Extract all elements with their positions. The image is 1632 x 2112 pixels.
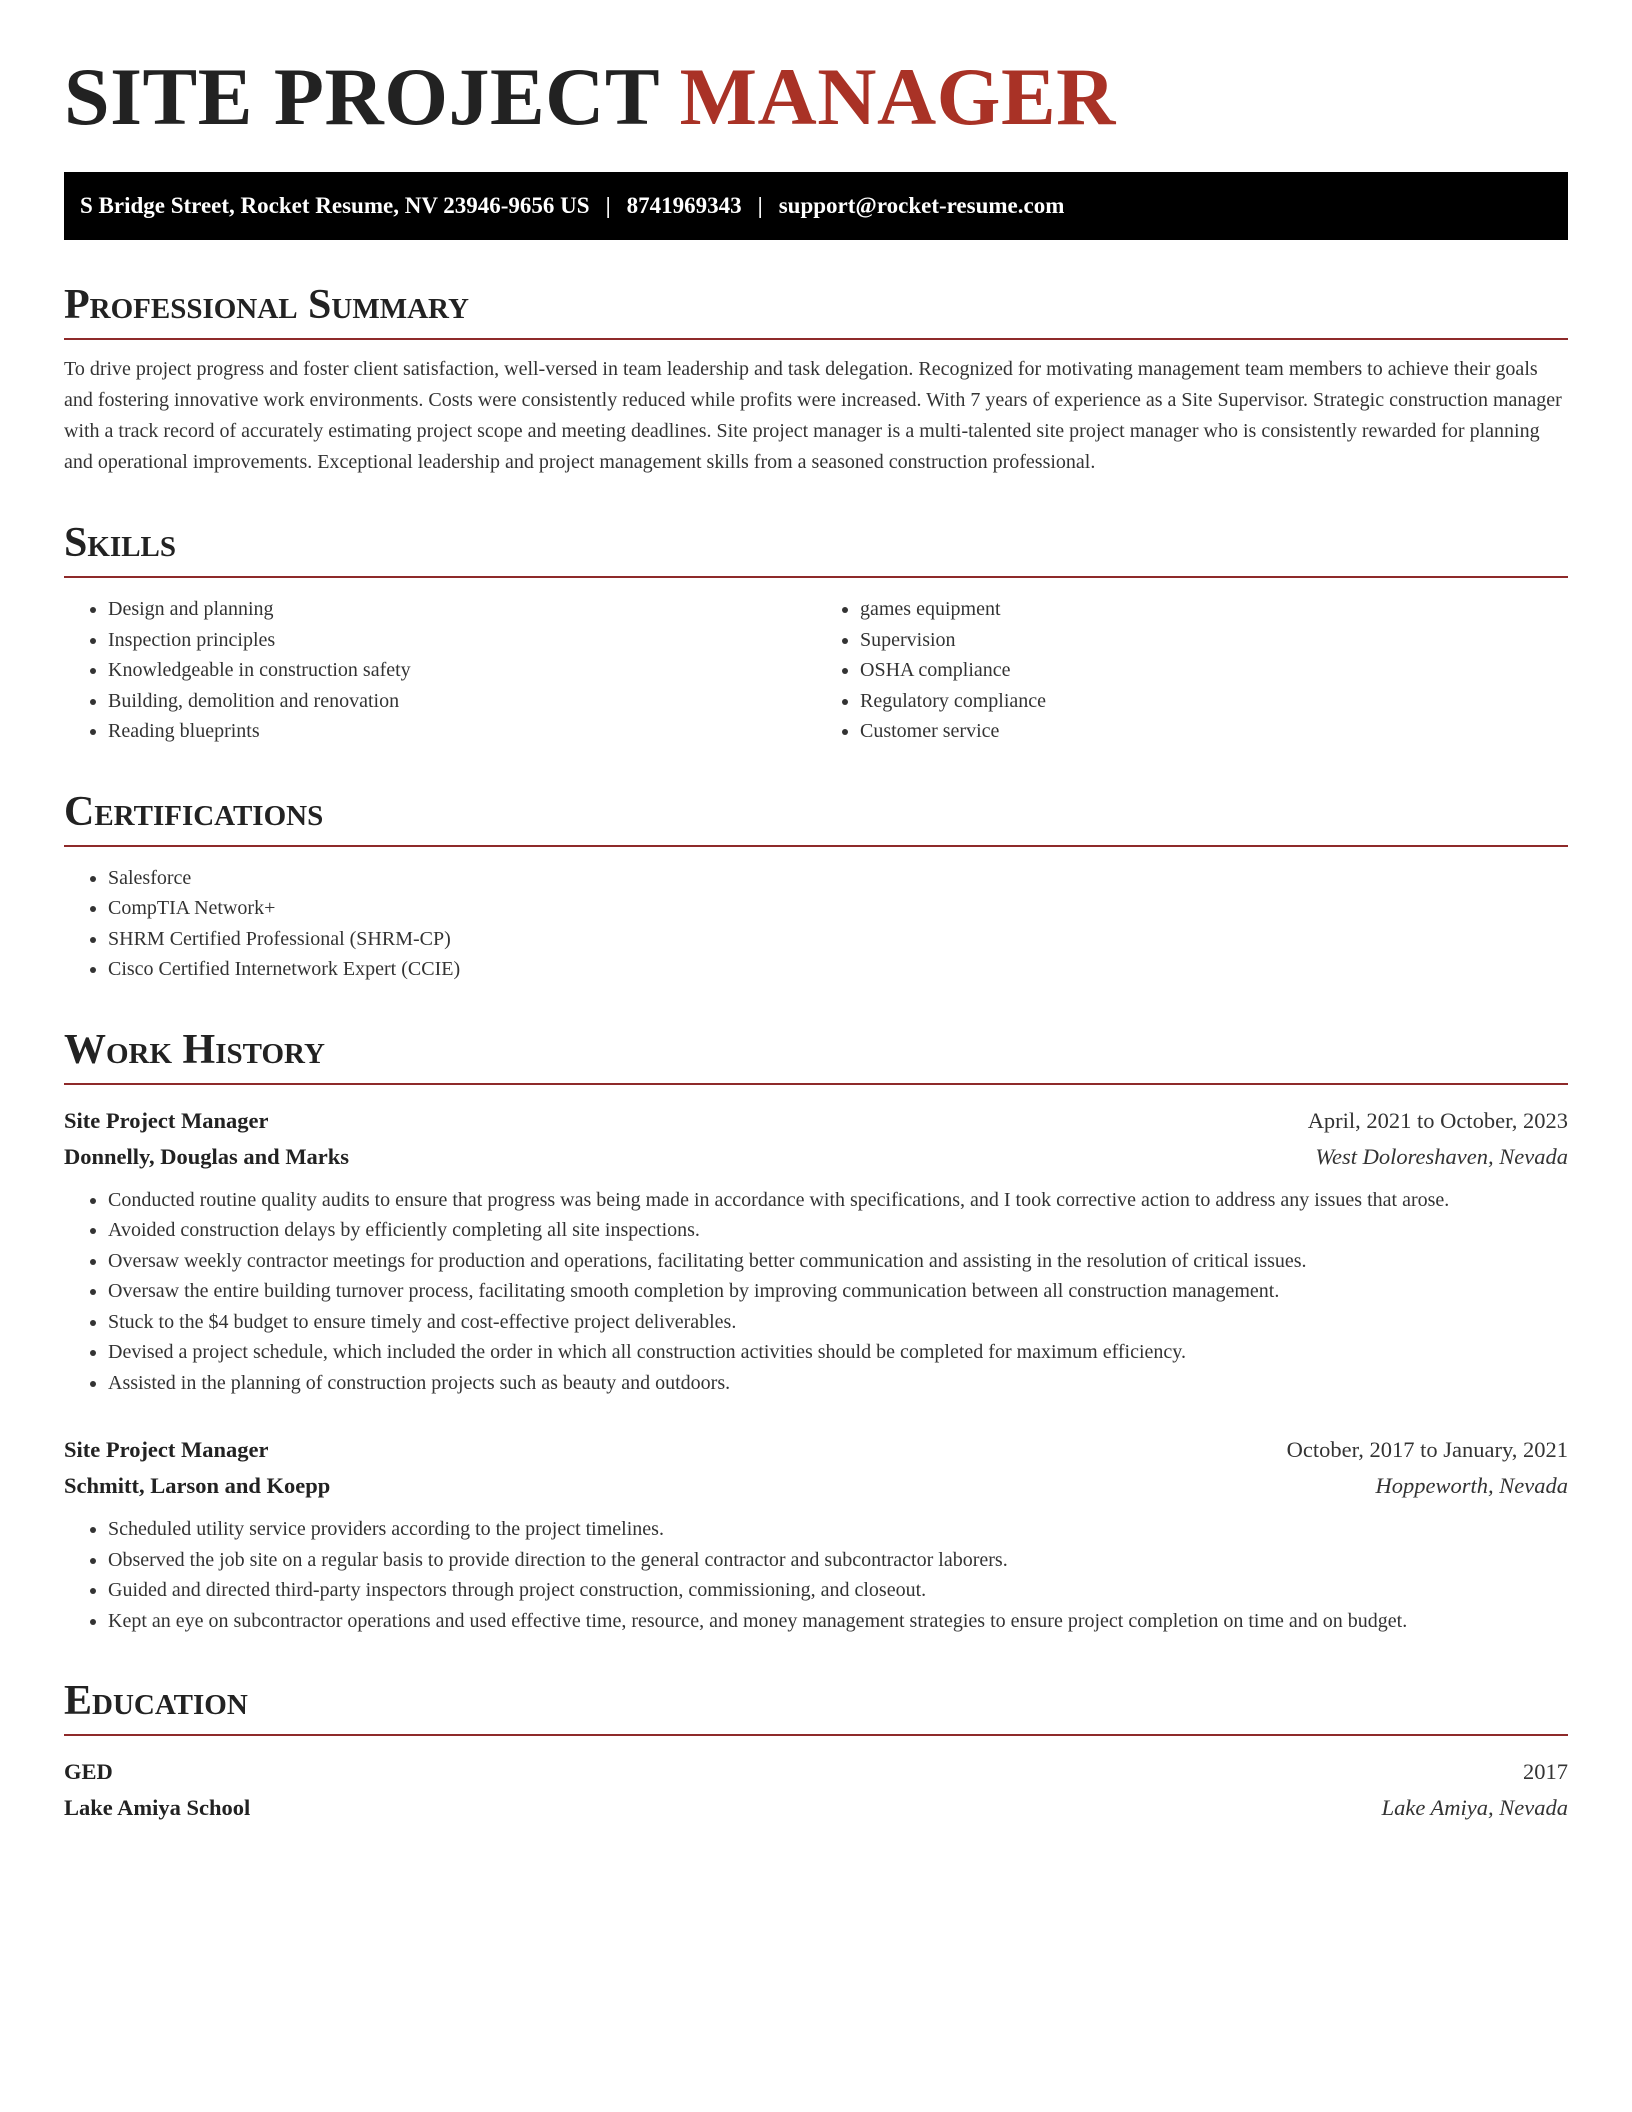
certification-item: • Cisco Certified Internetwork Expert (CCIE) [108,954,1568,985]
job-bullet: • Assisted in the planning of construction projects such as beauty and outdoors. [108,1368,1568,1399]
job-bullet: • Stuck to the $4 budget to ensure timely and cost-effective project deliverables. [108,1307,1568,1338]
skill-item: • Customer service [860,716,1568,747]
resume-title [64,50,1568,144]
job-company: Schmitt, Larson and Koepp [64,1473,331,1499]
education-entry [64,1754,1568,1826]
certifications-list [64,863,1568,985]
job-bullet: • Observed the job site on a regular basis to provide direction to the general contractor and subcontractor laborers. [108,1545,1568,1576]
education-section [64,1680,1568,1826]
title-main: SITE PROJECT [64,51,659,142]
job-bullets [64,1514,1568,1636]
job-bullet: • Guided and directed third-party inspectors through project construction, commissioning, and closeout. [108,1575,1568,1606]
job-bullet: • Devised a project schedule, which included the order in which all construction activities should be completed for maximum efficiency. [108,1337,1568,1368]
job-company-row [64,1139,1568,1175]
education-degree-row [64,1754,1568,1790]
job-entry [64,1103,1568,1399]
contact-email: support@rocket-resume.com [778,193,1065,219]
job-bullet: • Kept an eye on subcontractor operations and used effective time, resource, and money management strategies to ensure project completion on time and on budget. [108,1606,1568,1637]
certification-item: • Salesforce [108,863,1568,894]
skill-item: • Supervision [860,625,1568,656]
job-company: Donnelly, Douglas and Marks [64,1143,350,1169]
job-bullets [64,1185,1568,1399]
contact-phone: 8741969343 [626,193,742,219]
skill-item: • games equipment [860,594,1568,625]
contact-bar [64,172,1568,240]
skill-item: • Reading blueprints [108,716,816,747]
certification-item: • SHRM Certified Professional (SHRM-CP) [108,924,1568,955]
skills-column-left [64,578,816,747]
job-location: West Doloreshaven, Nevada [1315,1143,1568,1169]
work-history-heading: Work History [64,1029,1568,1085]
job-title: Site Project Manager [64,1437,269,1463]
job-entry [64,1432,1568,1636]
skills-grid [64,578,1568,747]
education-school-row [64,1790,1568,1826]
job-title-row [64,1103,1568,1139]
skills-section [64,522,1568,747]
skills-column-right [816,578,1568,747]
certifications-heading: Certifications [64,791,1568,847]
skill-item: • OSHA compliance [860,655,1568,686]
skills-list-left [64,594,816,747]
certification-item: • CompTIA Network+ [108,893,1568,924]
job-bullet: • Oversaw weekly contractor meetings for production and operations, facilitating better communication and assisting in the resolution of critical issues. [108,1246,1568,1277]
job-title-row [64,1432,1568,1468]
job-dates: April, 2021 to October, 2023 [1307,1107,1568,1133]
job-bullet: • Scheduled utility service providers according to the project timelines. [108,1514,1568,1545]
skill-item: • Regulatory compliance [860,686,1568,717]
job-bullet: • Conducted routine quality audits to ensure that progress was being made in accordance with specifications, and I took corrective action to address any issues that arose. [108,1185,1568,1216]
skill-item: • Inspection principles [108,625,816,656]
work-history-section [64,1026,1568,1637]
education-school: Lake Amiya School [64,1795,251,1821]
job-company-row [64,1468,1568,1504]
title-accent: MANAGER [679,51,1116,142]
job-location: Hoppeworth, Nevada [1375,1473,1568,1499]
contact-separator: | [757,193,763,219]
job-bullet: • Avoided construction delays by efficiently completing all site inspections. [108,1215,1568,1246]
summary-heading: Professional Summary [64,284,1568,340]
education-degree: GED [64,1759,113,1785]
education-year: 2017 [1523,1759,1568,1785]
skill-item: • Building, demolition and renovation [108,686,816,717]
summary-section [64,284,1568,478]
skill-item: • Design and planning [108,594,816,625]
contact-address: S Bridge Street, Rocket Resume, NV 23946-9656 US [80,193,590,219]
skills-list-right [816,594,1568,747]
summary-text: To drive project progress and foster client satisfaction, well-versed in team leadership and task delegation. Recognized for motivating management team members to achieve their goals and fostering innovative work environments. Costs were consistently reduced while profits were increased. With 7 years of experience as a Site Supervisor. Strategic construction manager with a track record of accurately estimating project scope and meeting deadlines. Site project manager is a multi-talented site project manager who is consistently rewarded for planning and operational improvements. Exceptional leadership and project management skills from a seasoned construction professional. [64,358,1562,474]
education-heading: Education [64,1680,1568,1736]
job-title: Site Project Manager [64,1107,269,1133]
job-bullet: • Oversaw the entire building turnover process, facilitating smooth completion by improving communication between all construction management. [108,1276,1568,1307]
job-dates: October, 2017 to January, 2021 [1286,1437,1568,1463]
skills-heading: Skills [64,522,1568,578]
education-location: Lake Amiya, Nevada [1381,1795,1568,1821]
certifications-section [64,788,1568,985]
contact-separator: | [605,193,611,219]
skill-item: • Knowledgeable in construction safety [108,655,816,686]
